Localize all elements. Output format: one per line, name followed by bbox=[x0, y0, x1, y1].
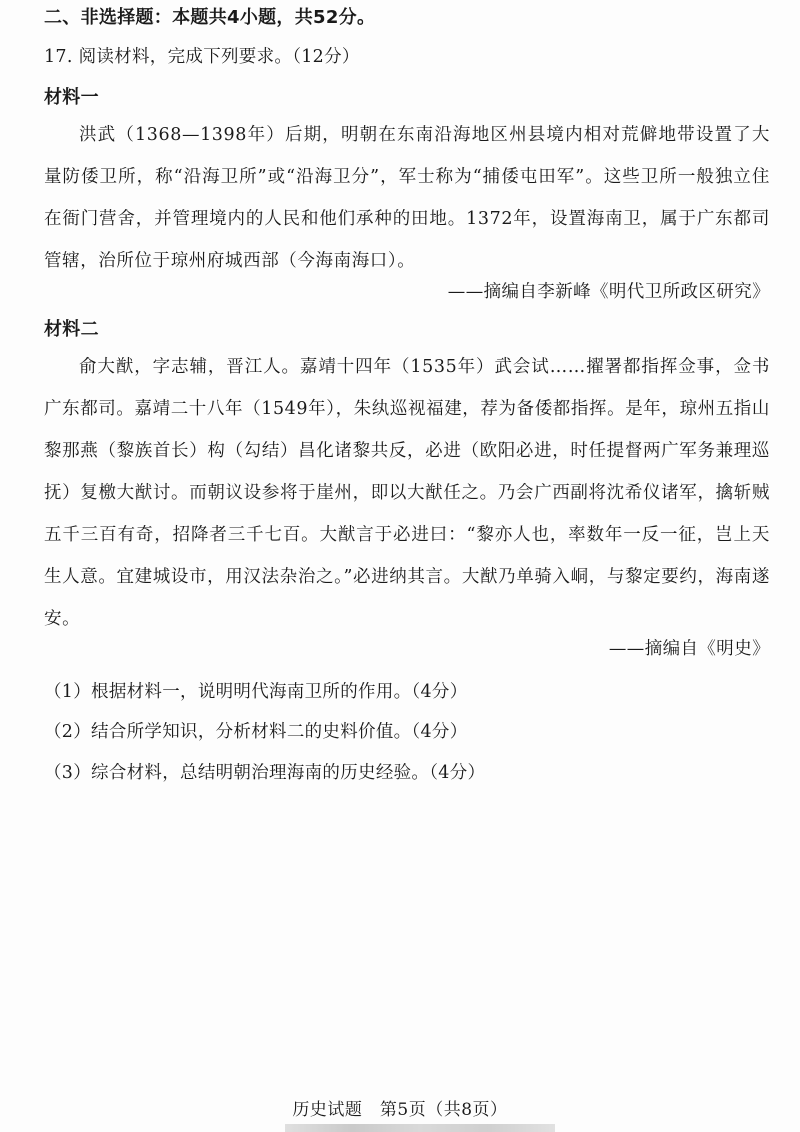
material-two-label: 材料二 bbox=[44, 319, 99, 340]
subquestion-2: （2）结合所学知识，分析材料二的史料价值。（4分） bbox=[44, 722, 468, 742]
material-one-label: 材料一 bbox=[44, 87, 99, 108]
material-two-text: 俞大猷，字志辅，晋江人。嘉靖十四年（1535年）武会试……擢署都指挥佥事，佥书广东都司。嘉靖二十八年（1549年），朱纨巡视福建，荐为备倭都指挥。是年，琼州五指山黎那燕（黎族首长）构（勾结）昌化诸黎共反，必进（欧阳必进，时任提督两广军务兼理巡抚）复檄大猷讨。而朝议设参将于崖州，即以大猷任之。乃会广西副将沈希仪诸军，擒斩贼五千三百有奇，招降者三千七百。大猷言于必进曰：“黎亦人也，率数年一反一征，岂上天生人意。宜建城设市，用汉法杂治之。”必进纳其言。大猷乃单骑入峒，与黎定要约，海南遂安。 bbox=[44, 357, 770, 629]
material-one-source: ——摘编自李新峰《明代卫所政区研究》 bbox=[447, 282, 770, 302]
material-one-text: 洪武（1368—1398年）后期，明朝在东南沿海地区州县境内相对荒僻地带设置了大量防倭卫所，称“沿海卫所”或“沿海卫分”，军士称为“捕倭屯田军”。这些卫所一般独立住在衙门营舍，并管理境内的人民和他们承种的田地。1372年，设置海南卫，属于广东都司管辖，治所位于琼州府城西部（今海南海口）。 bbox=[44, 125, 770, 271]
material-two-source: ——摘编自《明史》 bbox=[608, 639, 770, 659]
scan-smudge bbox=[285, 1124, 555, 1132]
question-title: 17. 阅读材料，完成下列要求。（12分） bbox=[44, 47, 360, 67]
subquestion-1: （1）根据材料一，说明明代海南卫所的作用。（4分） bbox=[44, 682, 468, 702]
section-header: 二、非选择题：本题共4小题，共52分。 bbox=[44, 7, 376, 28]
subquestion-3: （3）综合材料，总结明朝治理海南的历史经验。（4分） bbox=[44, 763, 486, 783]
page-footer: 历史试题 第5页（共8页） bbox=[292, 1100, 508, 1120]
